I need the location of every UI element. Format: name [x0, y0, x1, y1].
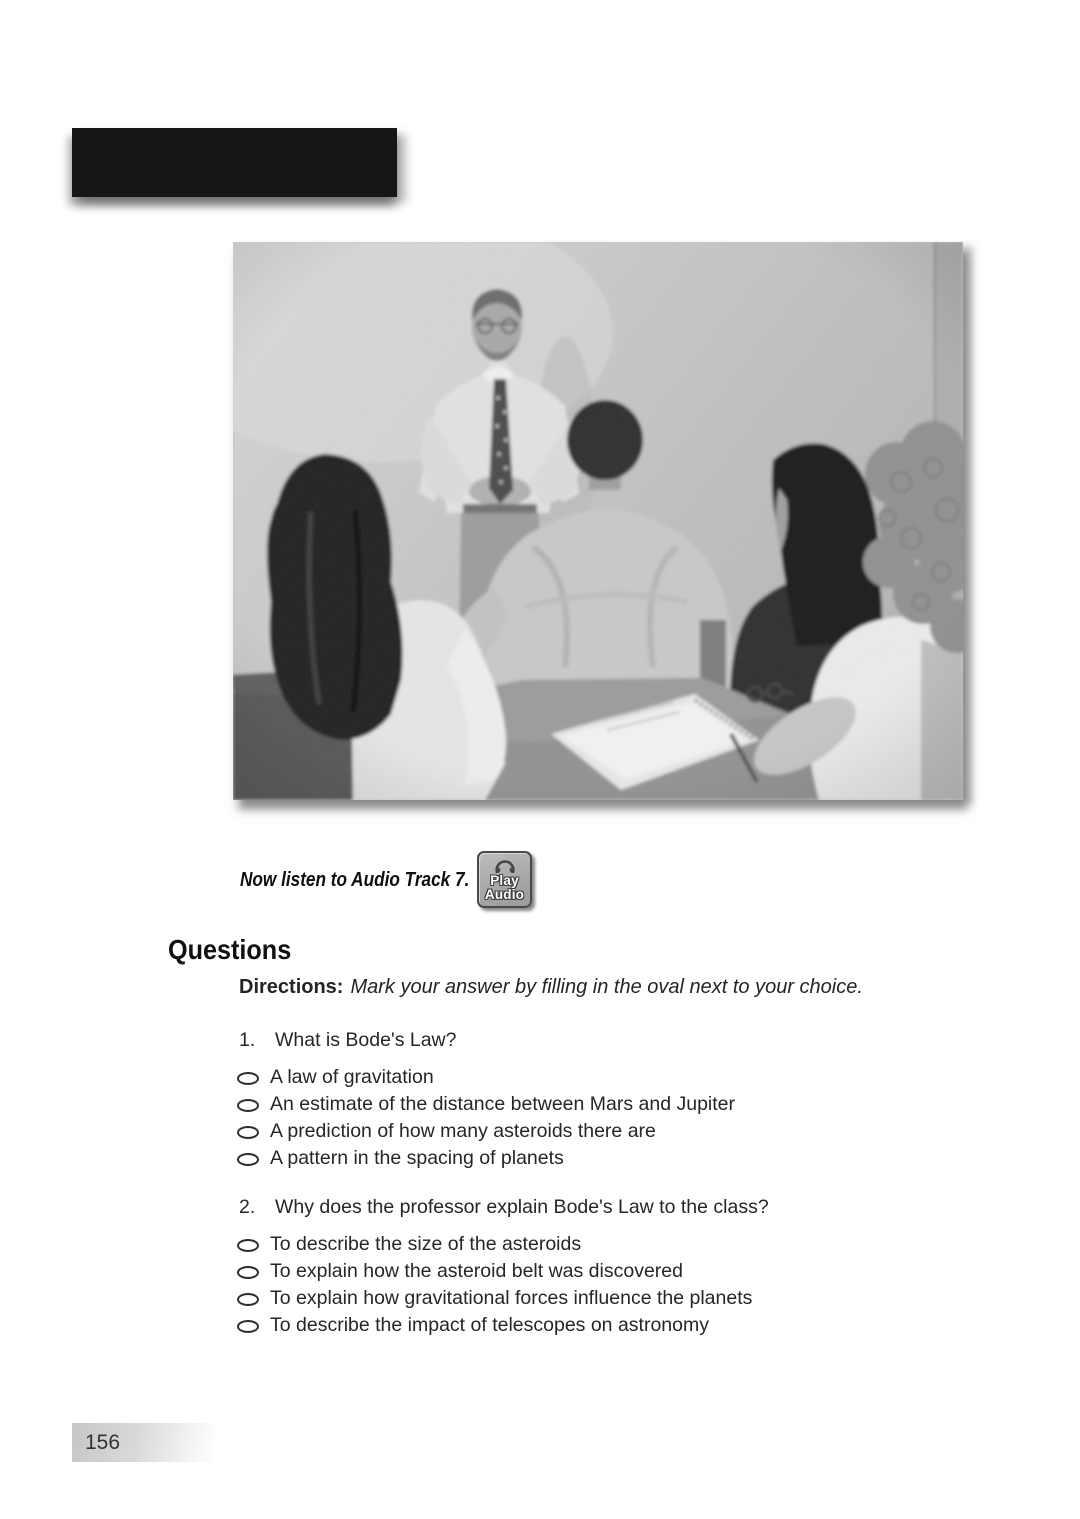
answer-oval[interactable]	[237, 1153, 259, 1166]
answer-oval[interactable]	[237, 1072, 259, 1085]
play-audio-button[interactable]	[477, 851, 532, 908]
answer-option	[237, 1231, 752, 1258]
answer-oval[interactable]	[237, 1099, 259, 1112]
question-number: 2.	[239, 1196, 256, 1218]
redacted-header-banner	[72, 128, 397, 197]
answer-option-label: A law of gravitation	[270, 1066, 434, 1088]
question-2	[239, 1196, 769, 1219]
play-button-label-line: Play	[490, 872, 519, 888]
answer-option	[237, 1145, 735, 1172]
classroom-photo	[233, 242, 963, 800]
answer-option	[237, 1258, 752, 1285]
answer-option	[237, 1285, 752, 1312]
question-number: 1.	[239, 1029, 256, 1051]
directions-label: Directions:	[239, 976, 344, 998]
question-text: Why does the professor explain Bode's Law to the class?	[275, 1196, 769, 1218]
answer-option-label: An estimate of the distance between Mars and Jupiter	[270, 1093, 736, 1115]
answer-option	[237, 1118, 735, 1145]
answer-option-label: To explain how gravitational forces influence the planets	[270, 1287, 753, 1309]
audio-instruction: Now listen to Audio Track 7.	[240, 869, 470, 891]
directions	[239, 976, 863, 999]
answer-option	[237, 1091, 735, 1118]
play-button-label-line: Audio	[484, 886, 525, 902]
questions-heading: Questions	[168, 934, 292, 965]
answer-option-label: To describe the size of the asteroids	[270, 1233, 582, 1255]
question-2-options	[237, 1231, 752, 1339]
classroom-photo-art	[233, 242, 963, 800]
answer-oval[interactable]	[237, 1266, 259, 1279]
answer-option	[237, 1312, 752, 1339]
headphones-icon	[493, 858, 517, 873]
answer-oval[interactable]	[237, 1293, 259, 1306]
page-number: 156	[85, 1431, 121, 1454]
answer-oval[interactable]	[237, 1320, 259, 1333]
answer-option-label: To explain how the asteroid belt was discovered	[270, 1260, 683, 1282]
answer-option-label: A pattern in the spacing of planets	[270, 1147, 564, 1169]
question-text: What is Bode's Law?	[275, 1029, 457, 1051]
question-1	[239, 1029, 456, 1052]
answer-option	[237, 1064, 735, 1091]
answer-oval[interactable]	[237, 1126, 259, 1139]
answer-option-label: A prediction of how many asteroids there are	[270, 1120, 656, 1142]
directions-text: Mark your answer by filling in the oval next to your choice.	[350, 976, 863, 998]
answer-oval[interactable]	[237, 1239, 259, 1252]
answer-option-label: To describe the impact of telescopes on astronomy	[270, 1314, 709, 1336]
photo-grain	[233, 242, 963, 800]
question-1-options	[237, 1064, 735, 1172]
page-number-bar	[72, 1423, 215, 1462]
